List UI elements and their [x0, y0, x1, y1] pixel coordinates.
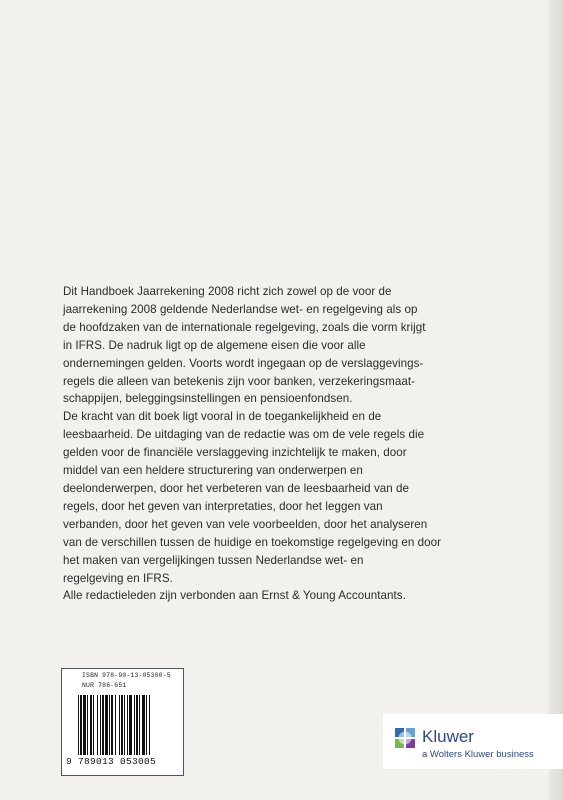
page-edge: [549, 0, 563, 800]
barcode-digits: 9 789013 053005: [66, 756, 157, 767]
blurb-line: Alle redactieleden zijn verbonden aan Ernst & Young Accountants.: [63, 589, 406, 603]
blurb-line: jaarrekening 2008 geldende Nederlandse wet- en regelgeving als op: [63, 302, 418, 316]
blurb-line: regels, door het geven van interpretaties, door het leggen van: [63, 499, 383, 513]
blurb-line: verbanden, door het geven van vele voorbeelden, door het analyseren: [63, 517, 428, 531]
isbn-number: ISBN 978-90-13-05300-5: [82, 672, 171, 679]
nur-code: NUR 786-651: [82, 682, 127, 689]
blurb-line: van de verschillen tussen de huidige en toekomstige regelgeving en door: [63, 535, 442, 549]
publisher-logo: [383, 714, 563, 769]
blurb-line: gelden voor de financiële verslaggeving inzichtelijk te maken, door: [63, 446, 407, 460]
blurb-line: het maken van vergelijkingen tussen Nederlandse wet- en: [63, 553, 364, 567]
blurb-line: in IFRS. De nadruk ligt op de algemene eisen die voor alle: [63, 338, 366, 352]
blurb-line: leesbaarheid. De uitdaging van de redactie was om de vele regels die: [63, 428, 425, 442]
kluwer-logo-icon: [394, 727, 416, 749]
blurb-line: middel van een heldere structurering van onderwerpen en: [63, 464, 363, 478]
blurb-line: schappijen, beleggingsinstellingen en pensioenfondsen.: [63, 392, 353, 406]
blurb-line: regels die alleen van betekenis zijn voor banken, verzekeringsmaat-: [63, 374, 415, 388]
publisher-name: Kluwer: [422, 727, 474, 746]
blurb-line: de hoofdzaken van de internationale regelgeving, zoals die vorm krijgt: [63, 320, 426, 334]
barcode: [78, 695, 174, 755]
blurb-line: De kracht van dit boek ligt vooral in de toegankelijkheid en de: [63, 410, 382, 424]
blurb-line: deelonderwerpen, door het verbeteren van de leesbaarheid van de: [63, 481, 410, 495]
back-cover-blurb: [63, 283, 513, 605]
blurb-line: ondernemingen gelden. Voorts wordt ingegaan op de verslaggevings-: [63, 356, 424, 370]
publisher-tagline: a Wolters Kluwer business: [422, 749, 534, 760]
isbn-barcode-block: [61, 668, 184, 776]
blurb-line: Dit Handboek Jaarrekening 2008 richt zich zowel op de voor de: [63, 285, 392, 298]
blurb-line: regelgeving en IFRS.: [63, 571, 173, 585]
